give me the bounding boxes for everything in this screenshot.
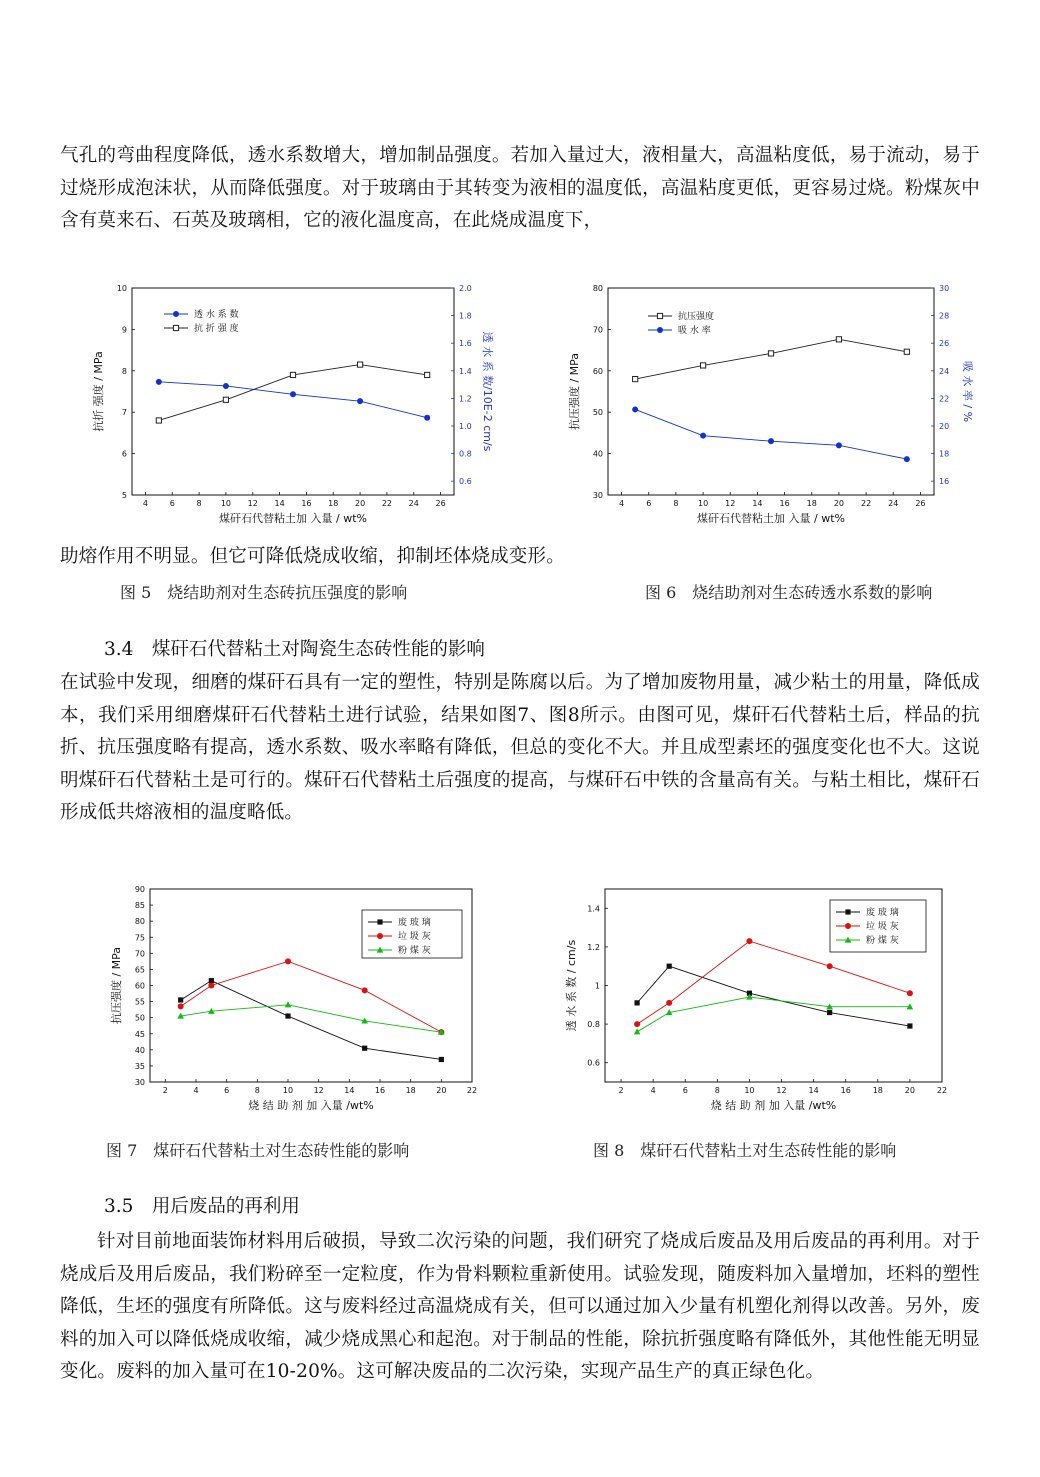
series-1 — [633, 337, 910, 382]
series-line — [181, 961, 442, 1032]
chart-compressive-strength-absorption — [560, 280, 980, 530]
y2-tick-label: 20 — [939, 422, 950, 431]
legend — [830, 900, 926, 952]
y2-tick-label: 1.6 — [459, 339, 472, 349]
y-tick-label: 45 — [134, 1029, 145, 1039]
y-tick-label: 7 — [121, 408, 127, 418]
figure-7-caption: 图 7 煤矸石代替粘土对生态砖性能的影响 — [106, 1141, 410, 1160]
y-tick-label: 40 — [592, 449, 603, 459]
x-tick-label: 6 — [682, 1086, 688, 1095]
y2-tick-label: 30 — [939, 284, 950, 293]
y2-tick-label: 22 — [939, 394, 950, 404]
x-tick-label: 18 — [872, 1086, 883, 1095]
legend-marker — [845, 923, 851, 929]
y-tick-label: 35 — [134, 1061, 145, 1071]
section-3-5-heading: 3.5 用后废品的再利用 — [104, 1196, 300, 1217]
series-1 — [634, 964, 912, 1029]
y-axis-label: 抗折 强度 / MPa — [92, 351, 105, 432]
y2-axis-label: 透 水 系 数/10E-2 cm/s — [481, 331, 494, 452]
data-point — [907, 990, 913, 996]
data-point — [827, 1010, 832, 1015]
x-axis-label: 煤矸石代替粘土加 入量 / wt% — [697, 512, 845, 525]
data-point — [700, 433, 706, 439]
data-point — [178, 1003, 184, 1009]
x-axis-label: 烧 结 助 剂 加 入量 /wt% — [710, 1099, 837, 1112]
data-point — [746, 938, 752, 944]
series-line — [181, 1005, 442, 1032]
data-point — [666, 1000, 672, 1006]
series-line — [637, 997, 910, 1032]
y-tick-label: 70 — [134, 949, 145, 959]
legend-label: 垃 圾 灰 — [398, 932, 431, 942]
x-tick-label: 18 — [405, 1086, 416, 1095]
legend-marker — [173, 325, 178, 330]
legend-label: 垃 圾 灰 — [866, 922, 899, 932]
y-axis-label: 抗压强度 / MPa — [568, 352, 581, 431]
x-tick-label: 26 — [435, 499, 446, 508]
x-tick-label: 10 — [697, 499, 709, 508]
x-tick-label: 8 — [673, 499, 679, 508]
x-axis-label: 煤矸石代替粘土加 入量 / wt% — [219, 512, 367, 525]
data-point — [156, 418, 161, 423]
y2-tick-label: 24 — [939, 366, 950, 376]
series-line — [637, 941, 910, 1024]
y-tick-label: 90 — [134, 885, 145, 894]
x-axis-label: 烧 结 助 剂 加 入量 /wt% — [248, 1099, 374, 1112]
x-tick-label: 22 — [466, 1086, 478, 1095]
legend-marker — [377, 919, 382, 924]
y2-tick-label: 1.0 — [459, 422, 472, 431]
data-point — [285, 1001, 292, 1007]
data-point — [357, 362, 362, 367]
x-tick-label: 12 — [776, 1086, 787, 1095]
x-tick-label: 4 — [650, 1086, 656, 1095]
x-tick-label: 8 — [714, 1086, 720, 1095]
y-tick-label: 70 — [592, 325, 603, 335]
chart-permeability-sintering-aid — [550, 880, 970, 1120]
y2-tick-label: 18 — [939, 449, 950, 459]
data-point — [357, 398, 363, 404]
y2-tick-label: 2.0 — [459, 284, 472, 293]
series-2 — [178, 958, 445, 1035]
y-tick-label: 1.4 — [587, 904, 600, 914]
y-tick-label: 40 — [134, 1045, 145, 1055]
y-tick-label: 30 — [134, 1078, 145, 1087]
data-point — [634, 1000, 639, 1005]
legend — [362, 910, 462, 958]
x-tick-label: 12 — [247, 499, 258, 508]
x-tick-label: 20 — [436, 1086, 447, 1095]
series-1 — [156, 379, 430, 421]
data-point — [290, 391, 296, 397]
x-tick-label: 8 — [254, 1086, 260, 1095]
x-tick-label: 24 — [408, 499, 419, 508]
y-tick-label: 8 — [121, 366, 127, 376]
series-line — [635, 409, 907, 459]
y-tick-label: 1.2 — [587, 942, 600, 952]
y-tick-label: 80 — [134, 917, 145, 927]
legend-marker — [845, 909, 850, 914]
x-tick-label: 14 — [344, 1086, 355, 1095]
data-point — [425, 372, 430, 377]
y2-tick-label: 16 — [939, 477, 950, 487]
y2-tick-label: 1.2 — [459, 394, 472, 404]
data-point — [208, 983, 214, 989]
y-tick-label: 50 — [134, 1013, 145, 1023]
data-point — [362, 987, 368, 993]
x-tick-label: 4 — [619, 499, 625, 508]
legend-marker — [657, 327, 663, 333]
y-tick-label: 60 — [592, 366, 603, 376]
paragraph-4: 针对目前地面装饰材料用后破损，导致二次污染的问题，我们研究了烧成后废品及用后废品的再利用。对于烧成后及用后废品，我们粉碎至一定粒度，作为骨料颗粒重新使用。试验发现，随废料加入量增加，坯料的塑性降低，生坯的强度有所降低。这与废料经过高温烧成有关，但可以通过加入少量有机塑化剂得以改善。另外，废料的加入可以降低烧成收缩，减少烧成黑心和起泡。对于制品的性能，除抗折强度略有降低外，其他性能无明显变化。废料的加入量可在10-20%。这可解决废品的二次污染，实现产品生产的真正绿色化。 — [60, 1231, 980, 1382]
paragraph-1: 气孔的弯曲程度降低，透水系数增大，增加制品强度。若加入量过大，液相量大，高温粘度低，易于流动，易于过烧形成泡沫状，从而降低强度。对于玻璃由于其转变为液相的温度低，高温粘度更低，更容易过烧。粉煤灰中含有莫来石、石英及玻璃相，它的液化温度高，在此烧成温度下， — [60, 145, 980, 231]
legend-label: 粉 煤 灰 — [398, 946, 431, 956]
x-tick-label: 12 — [725, 499, 736, 508]
x-tick-label: 2 — [162, 1086, 168, 1095]
data-point — [633, 376, 638, 381]
data-point — [362, 1046, 367, 1051]
figure-8-caption: 图 8 煤矸石代替粘土对生态砖性能的影响 — [593, 1141, 897, 1160]
y-tick-label: 55 — [134, 997, 145, 1007]
y-tick-label: 85 — [134, 901, 145, 911]
x-tick-label: 20 — [904, 1086, 915, 1095]
data-point — [904, 349, 909, 354]
x-tick-label: 8 — [196, 499, 202, 508]
x-tick-label: 16 — [840, 1086, 851, 1095]
x-tick-label: 20 — [354, 499, 366, 508]
x-tick-label: 16 — [374, 1086, 386, 1095]
data-point — [632, 406, 638, 412]
data-point — [178, 997, 183, 1002]
y2-tick-label: 1.4 — [459, 366, 472, 376]
paragraph-2: 助熔作用不明显。但它可降低烧成收缩，抑制坯体烧成变形。 — [60, 546, 565, 567]
x-tick-label: 10 — [744, 1086, 755, 1095]
legend-label: 废 玻 璃 — [398, 918, 431, 928]
x-tick-label: 10 — [220, 499, 232, 508]
x-tick-label: 6 — [169, 499, 175, 508]
legend-marker — [173, 311, 179, 317]
data-point — [634, 1028, 641, 1034]
paragraph-3: 在试验中发现，细磨的煤矸石具有一定的塑性，特别是陈腐以后。为了增加废物用量，减少粘土的用量，降低成本，我们采用细磨煤矸石代替粘土进行试验，结果如图7、图8所示。由图可见，煤矸石代替粘土后，样品的抗折、抗压强度略有提高，透水系数、吸水率略有降低，但总的变化不大。并且成型素坯的强度变化也不大。这说明煤矸石代替粘土是可行的。煤矸石代替粘土后强度的提高，与煤矸石中铁的含量高有关。与粘土相比，煤矸石形成低共熔液相的温度略低。 — [60, 672, 980, 823]
x-tick-label: 14 — [808, 1086, 819, 1095]
y-tick-label: 75 — [134, 933, 145, 943]
legend-label: 抗 折 强 度 — [194, 324, 239, 334]
y-tick-label: 0.8 — [587, 1020, 600, 1030]
legend-marker — [657, 313, 662, 318]
series-3 — [634, 994, 913, 1035]
x-tick-label: 24 — [888, 499, 899, 508]
data-point — [285, 1013, 290, 1018]
y-tick-label: 1 — [594, 981, 600, 991]
data-point — [768, 351, 773, 356]
legend — [164, 308, 239, 334]
series-2 — [632, 406, 910, 462]
data-point — [700, 363, 705, 368]
y-tick-label: 10 — [116, 284, 127, 293]
x-tick-label: 6 — [224, 1086, 230, 1095]
legend-label: 抗压强度 — [678, 312, 715, 322]
legend-label: 透 水 系 数 — [194, 310, 239, 320]
series-3 — [177, 1001, 444, 1034]
data-point — [439, 1057, 444, 1062]
data-point — [667, 964, 672, 969]
y-tick-label: 65 — [134, 965, 145, 975]
x-tick-label: 12 — [313, 1086, 324, 1095]
legend-label: 废 玻 璃 — [866, 908, 899, 918]
y-tick-label: 30 — [592, 491, 603, 500]
data-point — [156, 379, 162, 385]
x-tick-label: 22 — [936, 1086, 948, 1095]
data-point — [904, 456, 910, 462]
y-tick-label: 60 — [134, 981, 145, 991]
x-tick-label: 20 — [833, 499, 845, 508]
y-tick-label: 50 — [592, 408, 603, 418]
chart-flexural-strength-permeability — [80, 280, 500, 530]
x-tick-label: 6 — [646, 499, 652, 508]
data-point — [768, 438, 774, 444]
data-point — [285, 958, 291, 964]
y-tick-label: 9 — [121, 325, 127, 335]
x-tick-label: 16 — [301, 499, 312, 508]
x-tick-label: 18 — [806, 499, 817, 508]
y2-axis-label: 吸 水 率 / % — [961, 360, 974, 423]
x-tick-label: 26 — [915, 499, 926, 508]
series-line — [159, 382, 427, 418]
x-tick-label: 16 — [779, 499, 790, 508]
series-line — [181, 981, 442, 1060]
x-tick-label: 10 — [282, 1086, 294, 1095]
y2-tick-label: 28 — [939, 311, 950, 321]
y2-tick-label: 0.6 — [459, 477, 472, 487]
data-point — [827, 963, 833, 969]
y-tick-label: 6 — [121, 449, 127, 459]
figure-5-caption: 图 5 烧结助剂对生态砖抗压强度的影响 — [120, 583, 408, 602]
data-point — [907, 1023, 912, 1028]
x-tick-label: 22 — [381, 499, 393, 508]
y-axis-label: 抗压强度 / MPa — [110, 946, 123, 1025]
y-axis-label: 透 水 系 数 / cm/s — [565, 939, 578, 1032]
data-point — [836, 337, 841, 342]
data-point — [223, 383, 229, 389]
x-tick-label: 4 — [193, 1086, 199, 1095]
x-tick-label: 4 — [142, 499, 148, 508]
data-point — [424, 415, 430, 421]
data-point — [209, 978, 214, 983]
series-1 — [178, 978, 444, 1062]
x-tick-label: 22 — [860, 499, 872, 508]
x-tick-label: 14 — [752, 499, 763, 508]
legend-marker — [377, 933, 383, 939]
y2-tick-label: 26 — [939, 339, 950, 349]
y-tick-label: 80 — [592, 284, 603, 293]
x-tick-label: 18 — [328, 499, 339, 508]
x-tick-label: 14 — [274, 499, 285, 508]
data-point — [290, 372, 295, 377]
series-line — [635, 339, 907, 379]
section-3-4-heading: 3.4 煤矸石代替粘土对陶瓷生态砖性能的影响 — [104, 639, 485, 660]
x-tick-label: 2 — [618, 1086, 624, 1095]
y2-tick-label: 0.8 — [459, 449, 472, 459]
legend-label: 吸 水 率 — [678, 326, 711, 336]
y-tick-label: 0.6 — [587, 1058, 600, 1068]
data-point — [634, 1021, 640, 1027]
data-point — [836, 442, 842, 448]
y-tick-label: 5 — [121, 491, 127, 500]
chart-compressive-strength-sintering-aid — [80, 880, 500, 1120]
figure-6-caption: 图 6 烧结助剂对生态砖透水系数的影响 — [645, 583, 933, 602]
y2-tick-label: 1.8 — [459, 311, 472, 321]
data-point — [223, 397, 228, 402]
legend — [648, 310, 714, 336]
legend-label: 粉 煤 灰 — [866, 936, 899, 946]
